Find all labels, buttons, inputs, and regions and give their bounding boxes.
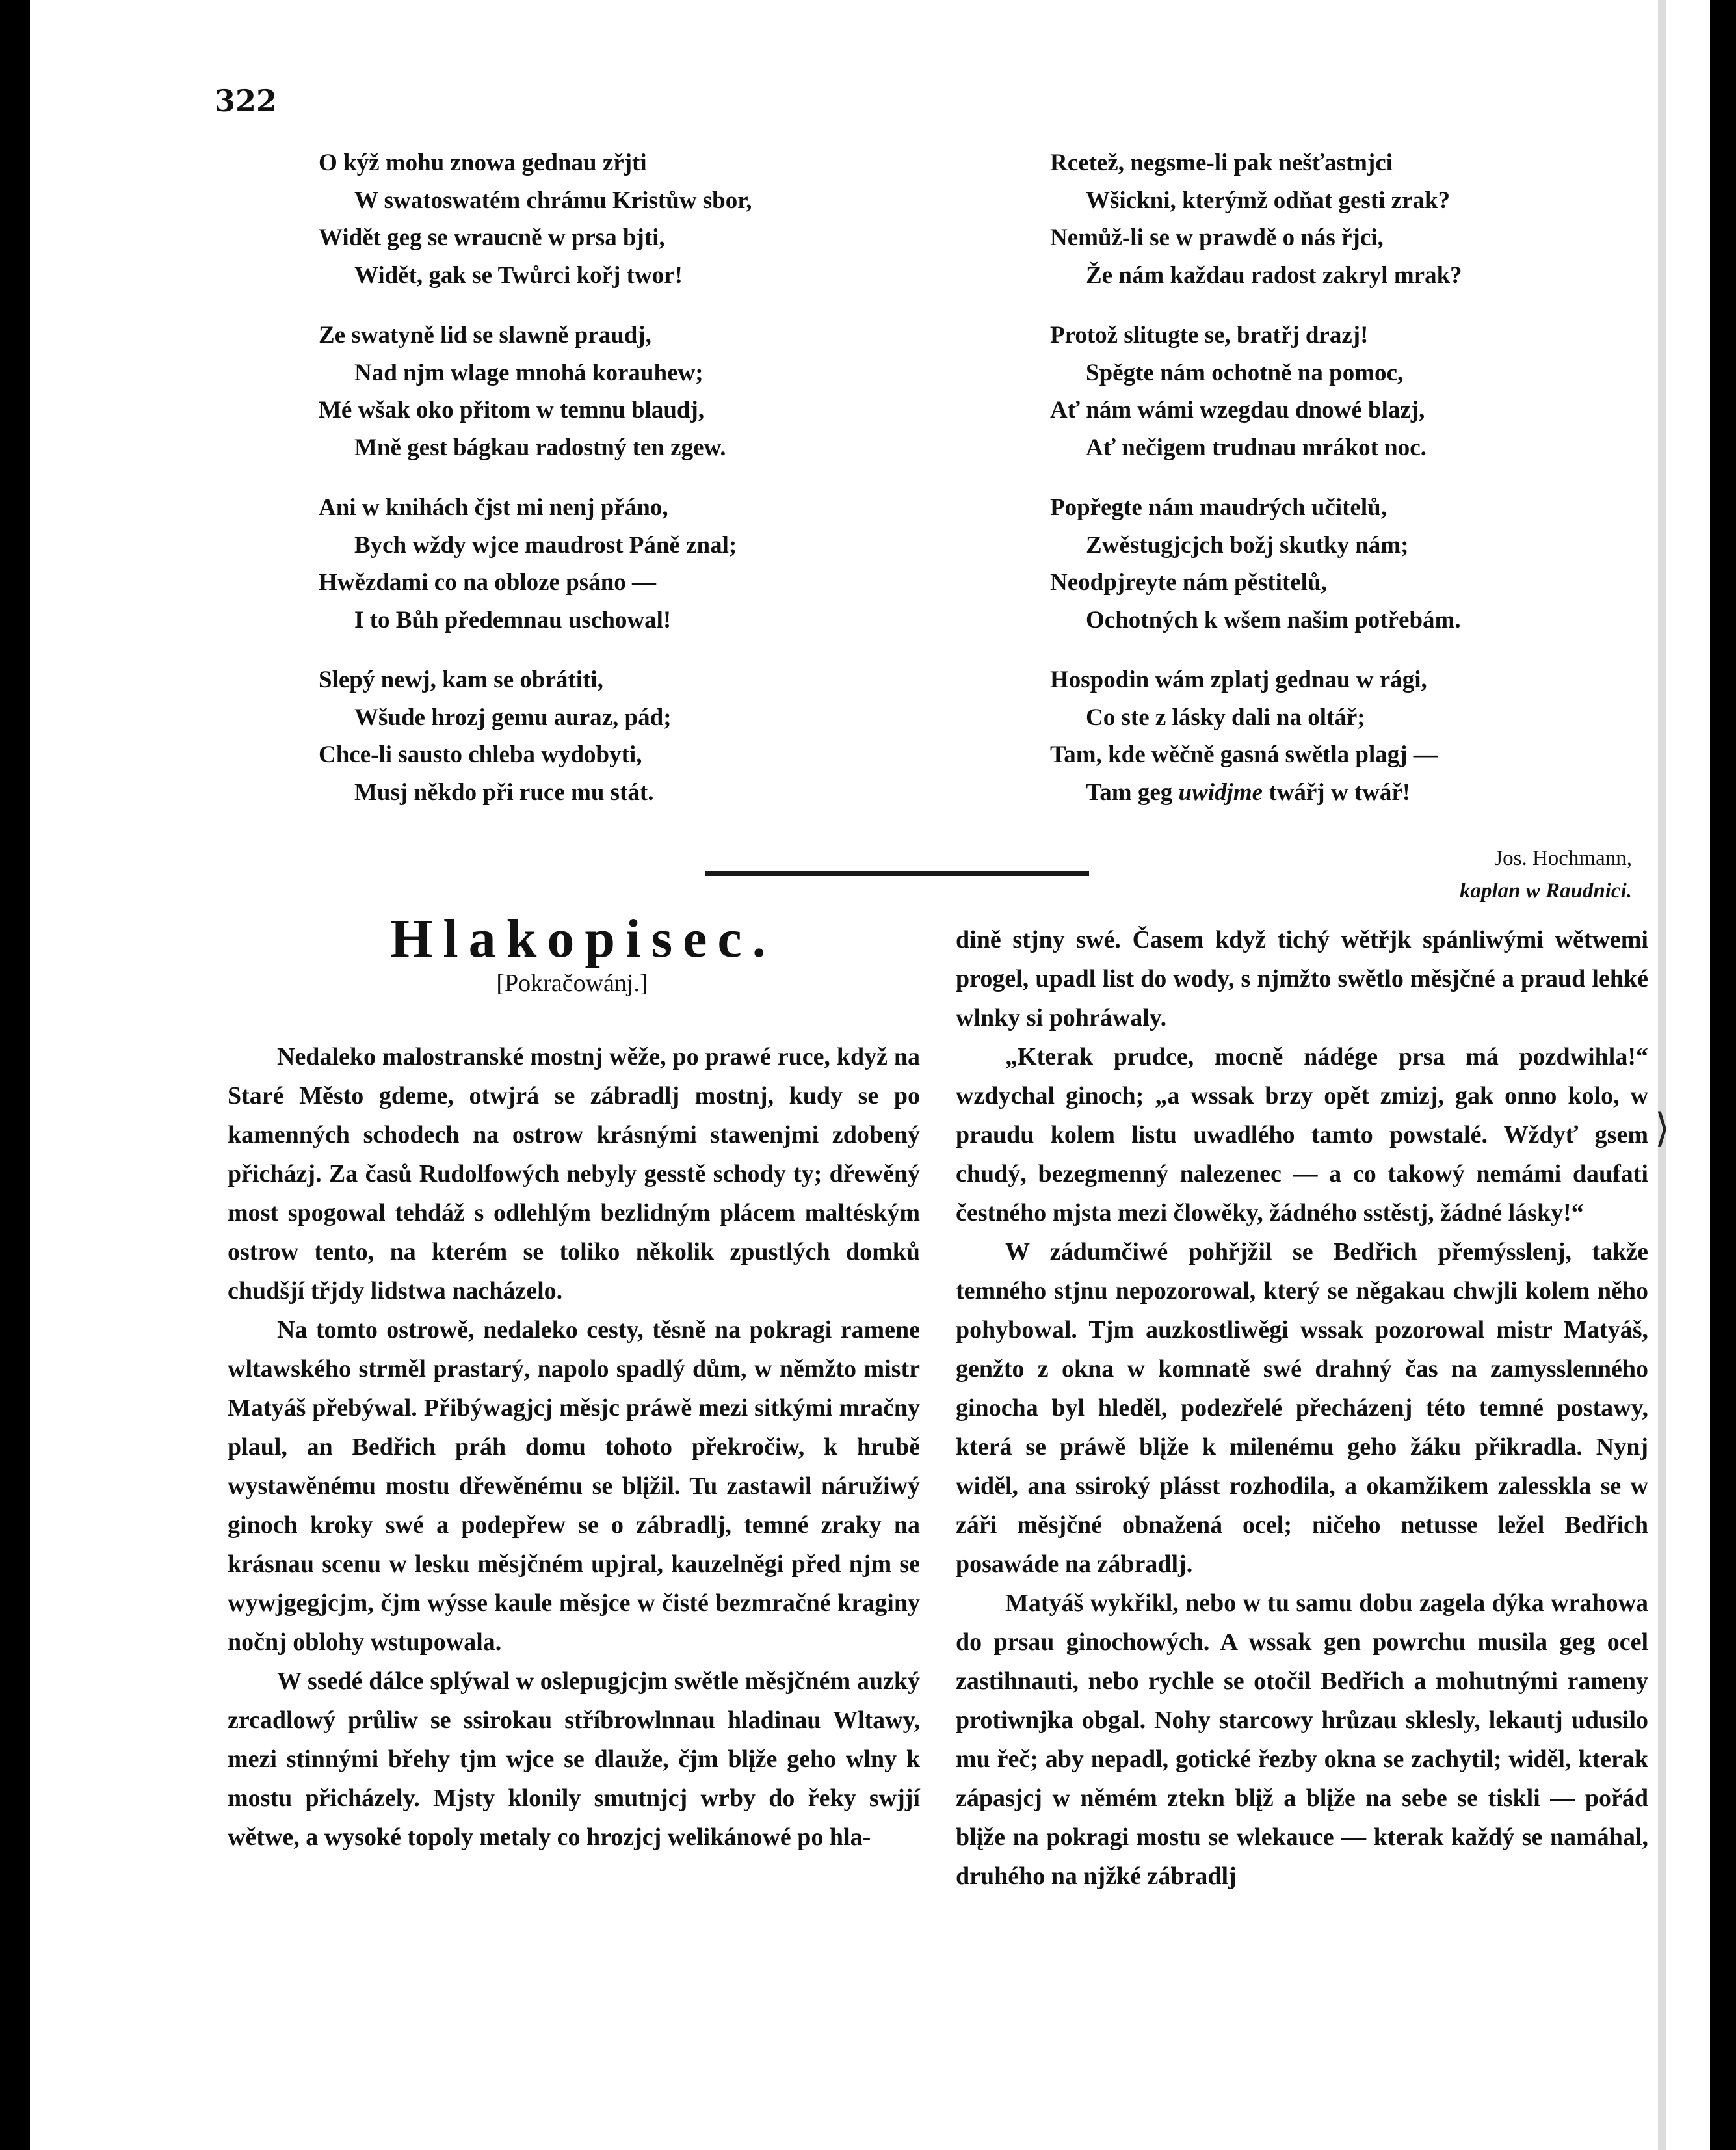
article-left-column — [228, 1037, 920, 1857]
poem-line: Ať nečigem trudnau mrákot noc. — [1086, 434, 1427, 461]
poem-line: Wšickni, kterýmž odňat gesti zrak? — [1086, 187, 1451, 214]
poem-left-column — [319, 144, 813, 834]
poem-line-last — [1050, 774, 1622, 812]
poem-stanza — [1050, 317, 1622, 466]
poem-line: Zwěstugjcjch božj skutky nám; — [1086, 531, 1409, 559]
poem-line: Hwězdami co na obloze psáno — — [319, 569, 657, 596]
section-divider — [705, 871, 1089, 876]
poem-line: I to Bůh předemnau uschowal! — [354, 606, 672, 633]
poem-line: Nad njm wlage mnohá korauhew; — [354, 359, 704, 386]
article-paragraph: „Kterak prudce, mocně nádége prsa má pozdwihla!“ wzdychal ginoch; „a wssak brzy opět zmizj, gak onno kolo, w praudu kolem listu uwadlého tamto powstalé. Wždyť gsem chudý, bezegmenný nalezenec — a co takowý nemámi daufati čestného mjsta mezi člowěky, žádného sstěstj, žádné lásky!“ — [956, 1043, 1648, 1227]
article-paragraph: Na tomto ostrowě, nedaleko cesty, těsně na pokragi ramene wltawského strměl prastarý, napolo spadlý dům, w němžto mistr Matyáš přebýwal. Přibýwagjcj měsjc práwě mezi sitkými mračny plaul, an Bedřich práh domu tohoto překročiw, k hrubě wystawěnému mostu dřewěnému se blįžil. Tu zastawil náružiwý ginoch kroky swé a podepřew se o zábradlj, temné zraky na krásnau scenu w lesku měsjčném upjral, kauzelněgi před njm se wywjgegjcjm, čjm wýsse kaule měsjce w čisté bezmračné kraginy nočnj oblohy wstupowala. — [228, 1316, 920, 1656]
scan-border-left — [0, 0, 30, 2150]
margin-mark: ⟩ — [1655, 1106, 1670, 1151]
poem-line-part: twářj w twář! — [1269, 778, 1411, 806]
poem-signature — [1391, 842, 1632, 907]
poem-line: Ochotných k wšem našim potřebám. — [1086, 606, 1461, 633]
poem-line: Widět, gak se Twůrci kořj twor! — [354, 261, 683, 289]
poem-stanza — [319, 144, 813, 294]
poem-stanza — [1050, 489, 1622, 639]
poem-line: Mé wšak oko přitom w temnu blaudj, — [319, 397, 705, 423]
poem-line: Ani w knihách čjst mi nenj přáno, — [319, 494, 668, 521]
article-paragraph: Nedaleko malostranské mostnj wěže, po prawé ruce, když na Staré Město gdeme, otwjrá se zábradlj mostnj, kudy se po kamenných schodech na ostrow krásnými stawenjmi zdobený přicházj. Za časů Rudolfowých nebyly gesstě schody ty; dřewěný most spogowal tehdáž s odlehlým bezlidným plácem maltéským ostrow tento, na kterém se toliko několik zpustlých domků chudšjí třjdy lidstwa nacházelo. — [228, 1043, 920, 1305]
poem-line: Protož slitugte se, bratřj drazj! — [1050, 322, 1369, 349]
poem-line: W swatoswatém chrámu Kristůw sbor, — [354, 187, 752, 214]
poem-line: Hospodin wám zplatj gednau w rági, — [1050, 667, 1427, 693]
poem-right-column — [1050, 144, 1622, 834]
poem-stanza — [1050, 144, 1622, 294]
author-role: kaplan w Raudnici. — [1460, 879, 1632, 903]
poem-line: Co ste z lásky dali na oltář; — [1086, 704, 1365, 731]
article-title: Hlakopisec. — [390, 909, 776, 969]
poem-line: Rcetež, negsme-li pak nešťastnjci — [1050, 150, 1393, 176]
poem-line: Spěgte nám ochotně na pomoc, — [1086, 359, 1404, 386]
poem-line: Musj někdo při ruce mu stát. — [354, 778, 654, 806]
poem-stanza — [319, 489, 813, 639]
poem-line: Widět geg se wraucně w prsa bjti, — [319, 224, 665, 251]
poem-line: Že nám každau radost zakryl mrak? — [1086, 261, 1462, 289]
poem-stanza — [1050, 661, 1622, 811]
poem-stanza — [319, 317, 813, 466]
poem-line: Neodpjreyte nám pěstitelů, — [1050, 569, 1327, 596]
poem-line-part: Tam geg — [1086, 778, 1173, 806]
author-name: Jos. Hochmann, — [1494, 847, 1632, 870]
poem-line: Mně gest bágkau radostný ten zgew. — [354, 434, 726, 461]
article-paragraph: W zádumčiwé pohřjžil se Bedřich přemýsslenj, takže temného stjnu nepozorowal, který se něgakau chwjli kolem něho pohybowal. Tjm auzkostliwěgi wssak pozorowal mistr Matyáš, genžto z okna w komnatě swé drahný čas na zamysslenného ginocha byl hleděl, podezřelé přecházenj této temné postawy, která se práwě blįže k milenému geho žáku přikradla. Nynj widěl, ana ssiroký plásst rozhodila, a okamžikem zalesskla se w záři měsjčné obnažená ocel; ničeho netusse ležel Bedřich posawáde na zábradlj. — [956, 1238, 1648, 1578]
poem-line: Popřegte nám maudrých učitelů, — [1050, 494, 1387, 521]
poem-line: Tam, kde wěčně gasná swětla plagj — — [1050, 741, 1438, 768]
poem-line: Wšude hrozj gemu auraz, pád; — [354, 704, 672, 731]
poem-line: Bych wždy wjce maudrost Páně znal; — [354, 531, 737, 559]
page-number: 322 — [215, 83, 278, 118]
poem-stanza — [319, 661, 813, 811]
article-paragraph: Matyáš wykřikl, nebo w tu samu dobu zagela dýka wrahowa do prsau ginochowých. A wssak gen powrchu musila geg ocel zastihnauti, nebo rychle se otočil Bedřich a mohutnými rameny protiwnjka obgal. Nohy starcowy hrůzau sklesly, lekautj udusilo mu řeč; aby nepadl, gotické řezby okna se zachytil; widěl, kterak zápasjcj w němém ztekn blįž a blįže na sebe se tiskli — pořád blįže na pokragi mostu se wlekauce — kterak každý se namáhal, druhého na njžké zábradlj — [956, 1589, 1648, 1890]
poem-line-emphasis: uwidjme — [1178, 778, 1263, 806]
scan-border-right — [1710, 0, 1736, 2150]
poem-line: O kýž mohu znowa gednau zřjti — [319, 150, 647, 176]
poem-line: Ať nám wámi wzegdau dnowé blazj, — [1050, 397, 1425, 423]
poem-line: Slepý newj, kam se obrátiti, — [319, 667, 603, 693]
poem-line: Ze swatyně lid se slawně praudj, — [319, 322, 651, 349]
article-paragraph: dině stjny swé. Časem když tichý wětřjk spánliwými wětwemi progel, upadl list do wody, s njmžto swětlo měsjčné a praud lehké wlnky si pohráwaly. — [956, 926, 1648, 1031]
poem-line: Nemůž-li se w prawdě o nás řjci, — [1050, 224, 1384, 251]
scan-border-right-inner — [1658, 0, 1666, 2150]
article-paragraph: W ssedé dálce splýwal w oslepugjcjm swětle měsjčném auzký zrcadlowý průliw se ssirokau stříbrowlnnau hladinau Wltawy, mezi stinnými břehy tjm wjce se dlauže, čjm blįže geho wlny k mostu přicházely. Mjsty klonily smutnjcj wrby do řeky swjjí wětwe, a wysoké topoly metaly co hrozjcj welikánowé po hla- — [228, 1667, 920, 1851]
article-subtitle: [Pokračowánj.] — [496, 970, 648, 997]
article-right-column — [956, 920, 1648, 1896]
poem-line: Chce-li sausto chleba wydobyti, — [319, 741, 642, 768]
